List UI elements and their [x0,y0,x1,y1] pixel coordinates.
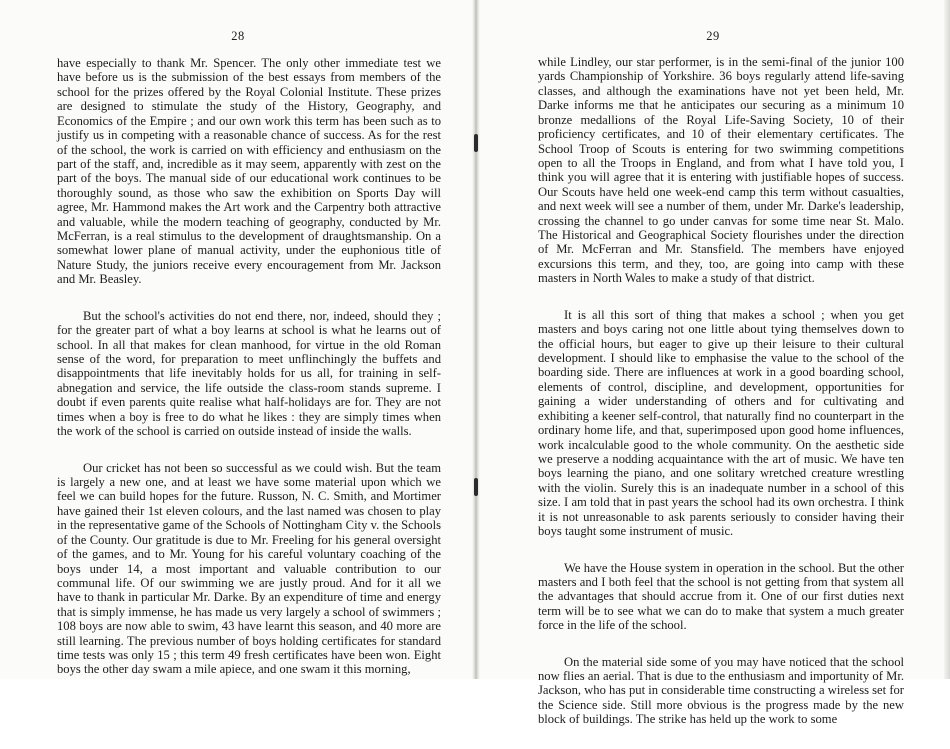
staple-bottom [474,478,478,496]
paragraph: Our cricket has not been so successful as we could wish. But the team is largely a new one, and at least we have some material upon which we feel we can build hopes for the future. Russon, N. C. Smith, and Mortimer have gained their 1st eleven colours, and the last named was chosen to play in the representative game of the Schools of Nottingham City v. the Schools of the County. Our gratitude is due to Mr. Freeling for his general oversight of the games, and to Mr. Young for his careful voluntary coaching of the boys under 14, a most important and valuable contribution to our communal life. Of our swimming we are justly proud. And for it all we have to thank in particular Mr. Darke. By an expenditure of time and energy that is simply immense, he has made us very largely a school of swimmers ; 108 boys are now able to swim, 43 have learnt this season, and 40 more are still learning. The previous number of boys holding certificates for standard time tests was only 15 ; this term 49 fresh certificates have been won. Eight boys the other day swam a mile apiece, and one swam it this morning, [57,460,441,677]
paragraph: We have the House system in operation in the school. But the other masters and I both feel that the school is not getting from that system all the advantages that should accrue from it. One of our first duties next term will be to see what we can do to make that system a much greater force in the life of the school. [538,560,904,633]
paragraph: while Lindley, our star performer, is in the semi-final of the junior 100 yards Championship of Yorkshire. 36 boys regularly attend life-saving classes, and although the examinations have not yet been held, Mr. Darke informs me that he anticipates our securing as a minimum 10 bronze medallions of the Royal Life-Saving Society, 10 of their proficiency certificates, and 10 of their elementary certificates. The School Troop of Scouts is entering for two swimming competitions open to all the Troops in England, and from what I have told you, I think you will agree that it is entering with justifiable hopes of success. Our Scouts have held one week-end camp this term without casualties, and next week will see a number of them, under Mr. Darke's leadership, crossing the channel to go under canvas for some time near St. Malo. The Historical and Geographical Society flourishes under the direction of Mr. McFerran and Mr. Stansfield. The members have enjoyed excursions this term, and they, too, are going into camp with these masters in North Wales to make a study of that district. [538,55,904,286]
book-spine [472,0,480,679]
page-number-left: 28 [231,29,245,43]
paragraph: have especially to thank Mr. Spencer. The only other immediate test we have before us is the submission of the best essays from members of the school for the prizes offered by the Royal Colonial Institute. These prizes are designed to stimulate the study of the History, Geography, and Economics of the Empire ; and our own work this term has been such as to justify us in competing with a reasonable chance of success. As for the rest of the school, the work is carried on with efficiency and enthusiasm on the part of the staff, and, incredible as it may seem, apparently with zest on the part of the boys. The manual side of our educational work continues to be thoroughly sound, as those who saw the exhibition on Sports Day will agree, Mr. Hammond makes the Art work and the Carpentry both attractive and valuable, while the modern teaching of geography, conducted by Mr. McFerran, is a real stimulus to the development of draughtsmanship. On a somewhat lower plane of manual activity, under the euphonious title of Nature Study, the juniors receive every encouragement from Mr. Jackson and Mr. Beasley. [57,56,441,287]
right-page-text [538,55,904,749]
page-edge-shadow [944,0,950,679]
staple-top [474,134,478,152]
left-page [0,0,476,679]
paragraph: On the material side some of you may have noticed that the school now flies an aerial. That is due to the enthusiasm and importunity of Mr. Jackson, who has put in considerable time constructing a wireless set for the Science side. Still more obvious is the progress made by the new block of buildings. The strike has held up the work to some [538,654,904,727]
left-page-text [57,56,441,699]
paragraph: It is all this sort of thing that makes a school ; when you get masters and boys caring not one little about tying themselves down to the official hours, but eager to give up their leisure to their cultural development. I should like to emphasise the value to the school of the boarding side. There are influences at work in a good boarding school, elements of control, discipline, and development, opportunities for gaining a wider understanding of others and for cultivating and exhibiting a keener self-control, that naturally find no counterpart in the ordinary home life, and that, superimposed upon good home influences, work incalculable good to the whole community. On the aesthetic side we preserve a nodding acquaintance with the art of music. We have ten boys learning the piano, and one solitary wretched creature wrestling with the violin. Surely this is an inadequate number in a school of this size. I am told that in past years the school had its own orchestra. I think it is not unreasonable to ask parents seriously to consider having their boys taught some instrument of music. [538,307,904,539]
paragraph: But the school's activities do not end there, nor, indeed, should they ; for the greater part of what a boy learns at school is what he learns out of school. In all that makes for clean manhood, for virtue in the old Roman sense of the word, for preparation to meet unflinchingly the buffets and disappointments that life inevitably holds for us all, for training in self-abnegation and service, the life outside the class-room stands supreme. I doubt if even parents quite realise what half-holidays are for. They are not times when a boy is free to do what he likes : they are simply times when the work of the school is carried on outside instead of inside the walls. [57,308,441,439]
page-number-right: 29 [706,29,720,43]
right-page [476,0,950,727]
